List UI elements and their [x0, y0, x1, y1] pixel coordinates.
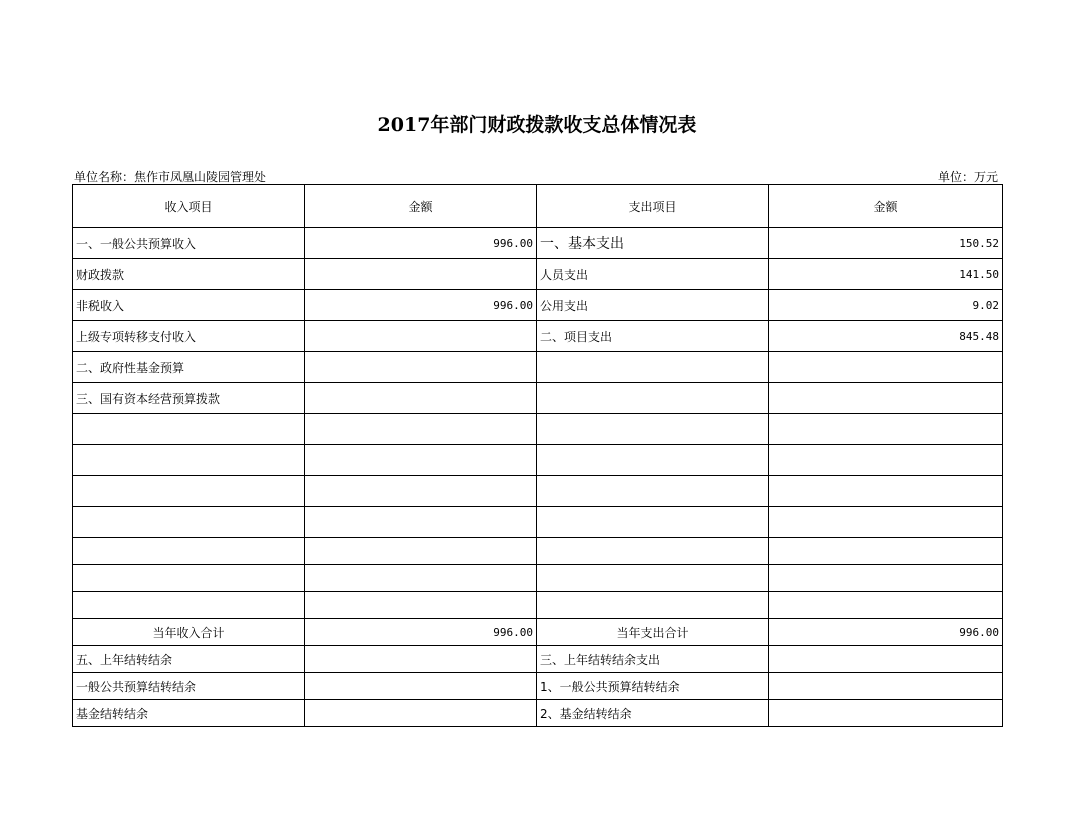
expense-amount [769, 383, 1003, 414]
empty-row [73, 414, 1003, 445]
table-header-row [73, 185, 1003, 228]
income-amount: 996.00 [305, 228, 537, 259]
budget-table [72, 184, 1003, 727]
expense-total-label: 当年支出合计 [537, 619, 769, 646]
income-item: 财政拨款 [73, 259, 305, 290]
income-item: 非税收入 [73, 290, 305, 321]
table-row [73, 321, 1003, 352]
empty-row [73, 476, 1003, 507]
expense-item: 1、一般公共预算结转结余 [537, 673, 769, 700]
table-row [73, 700, 1003, 727]
empty-row [73, 538, 1003, 565]
page-title: 2017年部门财政拨款收支总体情况表 [377, 114, 697, 136]
income-total-amount: 996.00 [305, 619, 537, 646]
income-amount [305, 352, 537, 383]
table-row [73, 383, 1003, 414]
totals-row [73, 619, 1003, 646]
expense-amount [769, 673, 1003, 700]
expense-amount: 141.50 [769, 259, 1003, 290]
income-item: 三、国有资本经营预算拨款 [73, 383, 305, 414]
table-row [73, 352, 1003, 383]
expense-amount-header: 金额 [769, 185, 1003, 228]
income-amount [305, 259, 537, 290]
expense-item [537, 383, 769, 414]
income-amount [305, 383, 537, 414]
expense-item: 三、上年结转结余支出 [537, 646, 769, 673]
expense-item: 2、基金结转结余 [537, 700, 769, 727]
expense-amount [769, 646, 1003, 673]
income-item-header: 收入项目 [73, 185, 305, 228]
expense-total-amount: 996.00 [769, 619, 1003, 646]
income-item: 二、政府性基金预算 [73, 352, 305, 383]
expense-amount [769, 352, 1003, 383]
income-amount [305, 700, 537, 727]
table-row [73, 259, 1003, 290]
empty-row [73, 445, 1003, 476]
empty-row [73, 592, 1003, 619]
income-total-label: 当年收入合计 [73, 619, 305, 646]
unit-label: 单位：万元 [937, 170, 998, 184]
expense-amount: 150.52 [769, 228, 1003, 259]
income-amount-header: 金额 [305, 185, 537, 228]
table-row [73, 673, 1003, 700]
expense-amount: 9.02 [769, 290, 1003, 321]
expense-item-header: 支出项目 [537, 185, 769, 228]
expense-item: 公用支出 [537, 290, 769, 321]
table-row [73, 290, 1003, 321]
table-row [73, 646, 1003, 673]
empty-row [73, 507, 1003, 538]
expense-item: 二、项目支出 [537, 321, 769, 352]
income-amount [305, 321, 537, 352]
income-item: 五、上年结转结余 [73, 646, 305, 673]
expense-item: 一、基本支出 [537, 228, 769, 259]
income-item: 基金结转结余 [73, 700, 305, 727]
expense-item: 人员支出 [537, 259, 769, 290]
income-item: 上级专项转移支付收入 [73, 321, 305, 352]
expense-item [537, 352, 769, 383]
income-item: 一般公共预算结转结余 [73, 673, 305, 700]
expense-amount [769, 700, 1003, 727]
income-amount [305, 646, 537, 673]
empty-row [73, 565, 1003, 592]
income-amount: 996.00 [305, 290, 537, 321]
income-item: 一、一般公共预算收入 [73, 228, 305, 259]
table-row [73, 228, 1003, 259]
expense-amount: 845.48 [769, 321, 1003, 352]
unit-name: 单位名称：焦作市凤凰山陵园管理处 [74, 170, 267, 184]
income-amount [305, 673, 537, 700]
